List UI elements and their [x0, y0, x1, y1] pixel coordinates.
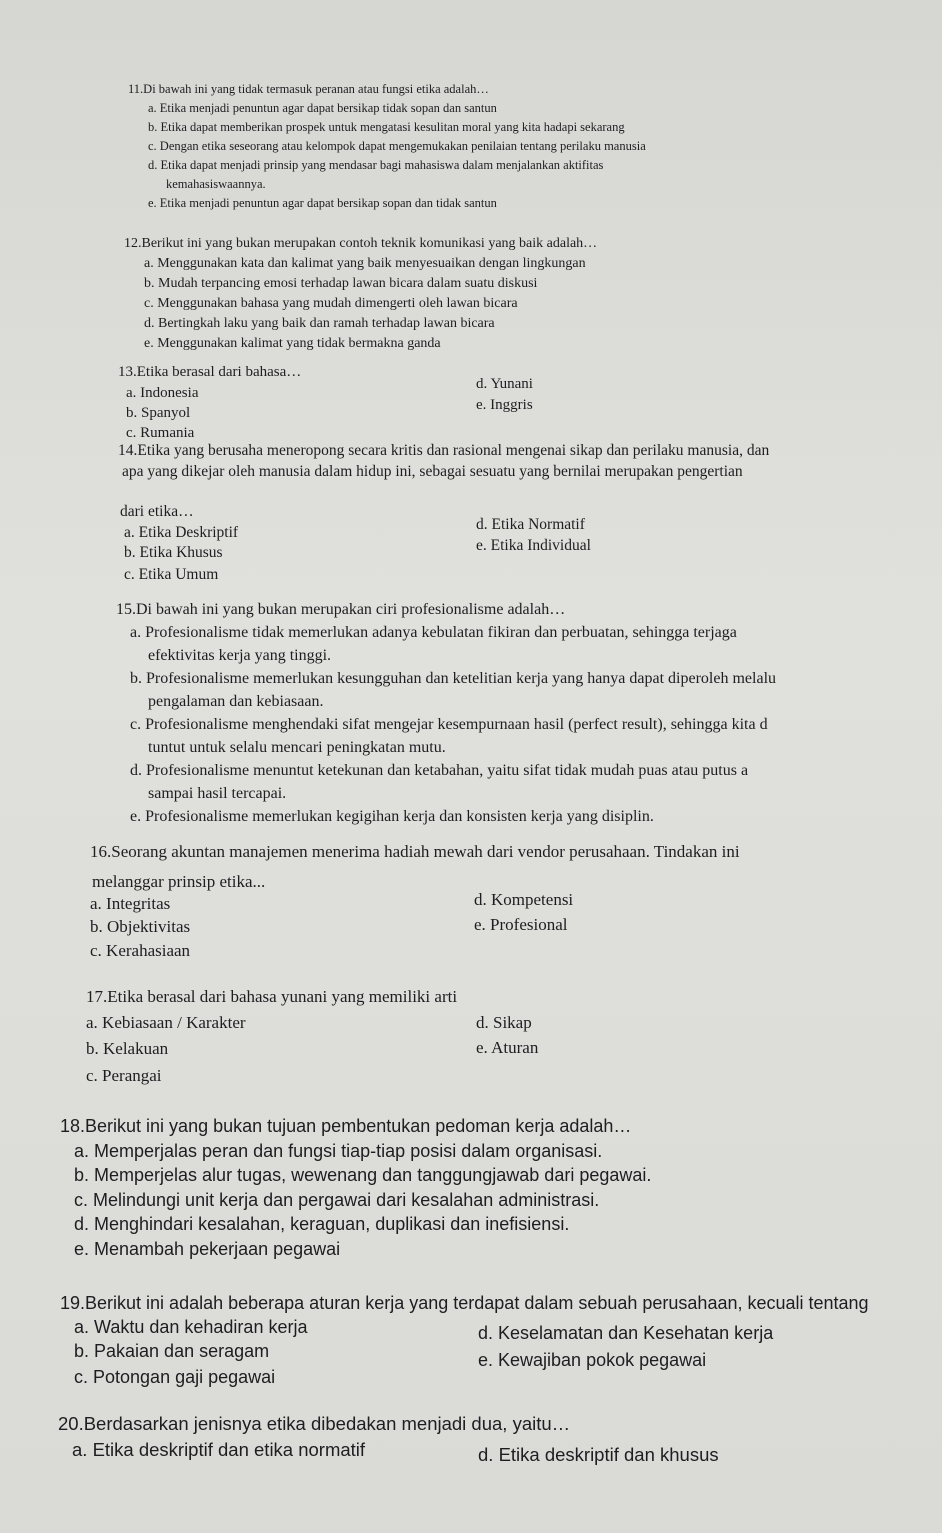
option-d-continued: sampai hasil tercapai. [148, 785, 287, 802]
option-a-continued: efektivitas kerja yang tinggi. [148, 647, 332, 664]
question-20 [58, 1413, 942, 1473]
question-19 [60, 1293, 942, 1393]
option-b: b. Etika Khusus [124, 544, 223, 561]
question-stem: 20.Berdasarkan jenisnya etika dibedakan menjadi dua, yaitu… [58, 1413, 571, 1434]
option-d: d. Profesionalisme menuntut ketekunan dan ketabahan, yaitu sifat tidak mudah puas atau putus a [130, 762, 749, 779]
option-d: d. Yunani [476, 376, 533, 392]
option-d: d. Bertingkah laku yang baik dan ramah terhadap lawan bicara [144, 316, 495, 331]
question-stem: 16.Seorang akuntan manajemen menerima hadiah mewah dari vendor perusahaan. Tindakan ini [90, 842, 740, 861]
option-c: c. Kerahasiaan [90, 941, 191, 960]
option-c: c. Rumania [126, 425, 195, 441]
question-stem: 15.Di bawah ini yang bukan merupakan ciri profesionalisme adalah… [116, 601, 566, 618]
option-e: e. Etika Individual [476, 537, 591, 554]
question-12 [124, 234, 597, 354]
option-d: d. Kompetensi [474, 890, 574, 909]
option-d: d. Menghindari kesalahan, keraguan, duplikasi dan inefisiensi. [74, 1214, 570, 1234]
option-b: b. Pakaian dan seragam [74, 1341, 270, 1361]
option-c: c. Potongan gaji pegawai [74, 1367, 276, 1387]
option-d-continued: kemahasiswaannya. [166, 177, 266, 191]
option-a: a. Waktu dan kehadiran kerja [74, 1317, 308, 1337]
option-d: d. Etika Normatif [476, 516, 585, 533]
question-14 [118, 442, 918, 590]
option-e: e. Profesionalisme memerlukan kegigihan kerja dan konsisten kerja yang disiplin. [130, 808, 654, 825]
option-e: e. Profesional [474, 915, 568, 934]
question-15 [116, 598, 942, 828]
question-stem-line-2: melanggar prinsip etika... [92, 872, 266, 891]
option-a: a. Indonesia [126, 385, 199, 401]
question-stem: 12.Berikut ini yang bukan merupakan contoh teknik komunikasi yang baik adalah… [124, 236, 598, 251]
option-b: b. Objektivitas [90, 917, 191, 936]
question-18 [60, 1114, 651, 1261]
option-e: e. Menambah pekerjaan pegawai [74, 1238, 341, 1259]
option-b: b. Mudah terpancing emosi terhadap lawan bicara dalam suatu diskusi [144, 276, 538, 291]
option-c: c. Menggunakan bahasa yang mudah dimengerti oleh lawan bicara [144, 296, 518, 311]
option-b: b. Kelakuan [86, 1039, 169, 1058]
option-a: a. Etika deskriptif dan etika normatif [72, 1439, 366, 1460]
option-e: e. Aturan [476, 1038, 539, 1057]
option-e: e. Kewajiban pokok pegawai [478, 1350, 707, 1370]
option-d: d. Keselamatan dan Kesehatan kerja [478, 1323, 774, 1343]
option-e: e. Etika menjadi penuntun agar dapat bersikap sopan dan tidak santun [148, 196, 497, 210]
question-16 [90, 842, 890, 972]
question-stem: 17.Etika berasal dari bahasa yunani yang memiliki arti [86, 987, 458, 1006]
option-d: d. Etika dapat menjadi prinsip yang mendasar bagi mahasiswa dalam menjalankan aktifitas [148, 158, 604, 172]
option-b: b. Memperjelas alur tugas, wewenang dan tanggungjawab dari pegawai. [74, 1165, 652, 1185]
option-d: d. Etika deskriptif dan khusus [478, 1444, 719, 1465]
option-c: c. Dengan etika seseorang atau kelompok dapat mengemukakan penilaian tentang perilaku manusia [148, 139, 646, 153]
question-stem: 18.Berikut ini yang bukan tujuan pembentukan pedoman kerja adalah… [60, 1116, 632, 1136]
question-stem: 13.Etika berasal dari bahasa… [118, 364, 302, 380]
option-a: a. Kebiasaan / Karakter [86, 1013, 246, 1032]
question-13 [118, 364, 918, 446]
option-b: b. Profesionalisme memerlukan kesungguhan dan ketelitian kerja yang hanya dapat diperoleh melalu [130, 670, 777, 687]
option-a: a. Memperjalas peran dan fungsi tiap-tiap posisi dalam organisasi. [74, 1140, 603, 1161]
question-stem-line-3: dari etika… [120, 503, 194, 520]
option-a: a. Etika menjadi penuntun agar dapat bersikap tidak sopan dan santun [148, 101, 497, 115]
option-a: a. Etika Deskriptif [124, 524, 239, 541]
question-17 [86, 987, 886, 1097]
option-c: c. Profesionalisme menghendaki sifat mengejar kesempurnaan hasil (perfect result), sehingga kita d [130, 716, 768, 733]
option-c: c. Perangai [86, 1066, 162, 1085]
question-stem: 19.Berikut ini adalah beberapa aturan kerja yang terdapat dalam sebuah perusahaan, kecuali tentang [60, 1293, 869, 1313]
question-stem-line-2: apa yang dikejar oleh manusia dalam hidup ini, sebagai sesuatu yang bernilai merupakan pengertian [122, 463, 743, 480]
option-a: a. Integritas [90, 894, 171, 913]
question-11 [128, 80, 646, 213]
option-c-continued: tuntut untuk selalu mencari peningkatan mutu. [148, 739, 446, 756]
option-e: e. Inggris [476, 397, 533, 413]
option-c: c. Etika Umum [124, 566, 219, 583]
option-c: c. Melindungi unit kerja dan pergawai dari kesalahan administrasi. [74, 1189, 600, 1210]
option-d: d. Sikap [476, 1013, 532, 1032]
option-b: b. Etika dapat memberikan prospek untuk mengatasi kesulitan moral yang kita hadapi sekarang [148, 120, 625, 134]
option-b-continued: pengalaman dan kebiasaan. [148, 693, 324, 710]
question-stem: 11.Di bawah ini yang tidak termasuk peranan atau fungsi etika adalah… [128, 82, 489, 96]
option-e: e. Menggunakan kalimat yang tidak bermakna ganda [144, 336, 441, 351]
option-b: b. Spanyol [126, 405, 191, 421]
question-stem: 14.Etika yang berusaha meneropong secara kritis dan rasional mengenai sikap dan perilaku manusia, dan [118, 442, 770, 459]
option-a: a. Profesionalisme tidak memerlukan adanya kebulatan fikiran dan perbuatan, sehingga terjaga [130, 624, 737, 641]
option-a: a. Menggunakan kata dan kalimat yang baik menyesuaikan dengan lingkungan [144, 256, 586, 271]
